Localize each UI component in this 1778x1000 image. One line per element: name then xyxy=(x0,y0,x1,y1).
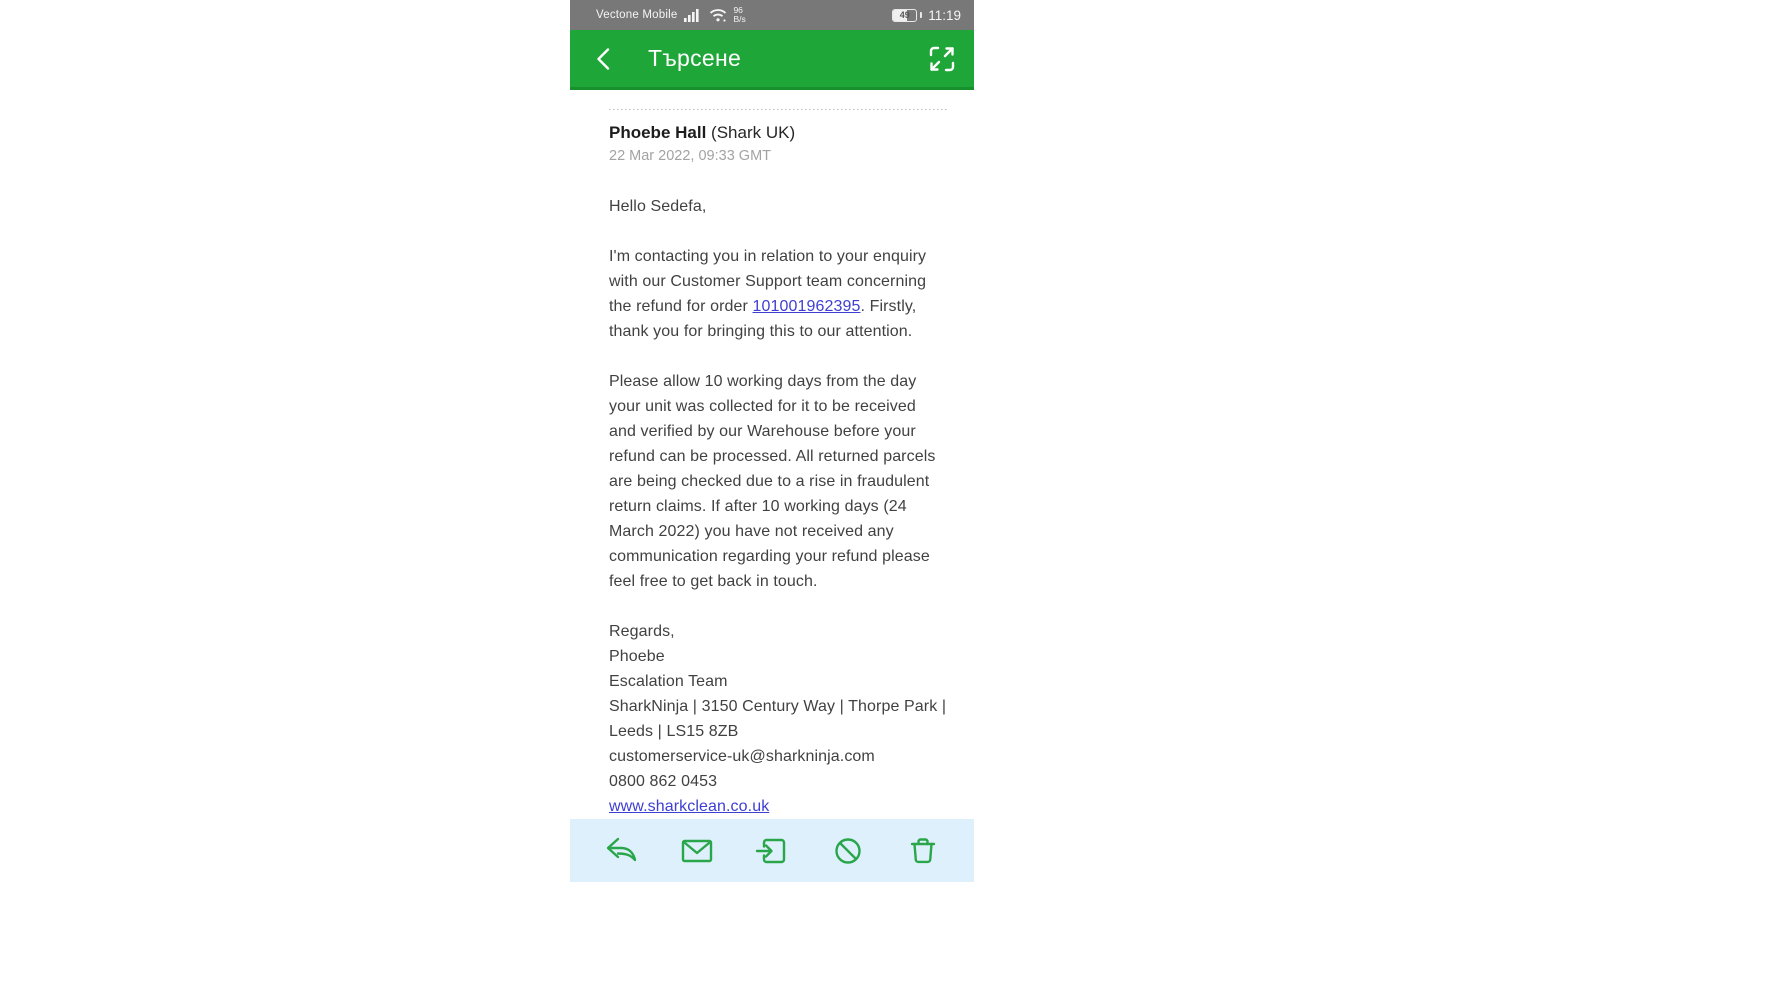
body-line: and verified by our Warehouse before your xyxy=(609,423,916,440)
body-line xyxy=(609,294,948,319)
move-to-folder-icon xyxy=(753,832,791,870)
body-line: your unit was collected for it to be received xyxy=(609,398,916,415)
signal-bars-icon xyxy=(684,8,702,22)
email-body xyxy=(609,194,948,819)
order-number-link[interactable]: 101001962395 xyxy=(752,298,861,315)
status-time: 11:19 xyxy=(928,7,961,23)
signature-line: Phoebe xyxy=(609,648,665,665)
email-date: 22 Mar 2022, 09:33 GMT xyxy=(609,148,771,164)
order-line-prefix: the refund for order xyxy=(609,298,753,315)
dotted-separator xyxy=(609,109,948,111)
bottom-toolbar xyxy=(570,819,974,882)
battery-percent: 49 xyxy=(899,10,910,20)
block-spam-button[interactable] xyxy=(829,832,867,870)
status-bar xyxy=(570,0,974,30)
signature-block xyxy=(609,619,948,819)
body-line: March 2022) you have not received any xyxy=(609,523,894,540)
expand-button[interactable] xyxy=(922,39,962,79)
body-line: refund can be processed. All returned parcels xyxy=(609,448,936,465)
block-spam-icon xyxy=(829,832,867,870)
body-line: communication regarding your refund please xyxy=(609,548,930,565)
sender-org: (Shark UK) xyxy=(706,123,796,142)
app-header xyxy=(570,30,974,90)
carrier-label: Vectone Mobile xyxy=(596,9,678,21)
battery-icon xyxy=(892,9,917,22)
signature-email-line: customerservice-uk@sharkninja.com xyxy=(609,748,875,765)
signature-line: SharkNinja | 3150 Century Way | Thorpe Park | xyxy=(609,698,947,715)
signature-line: Escalation Team xyxy=(609,673,728,690)
back-button[interactable] xyxy=(588,42,622,76)
page-title: Търсене xyxy=(648,45,742,71)
network-speed-value: 96 xyxy=(733,5,743,15)
paragraph-2 xyxy=(609,369,948,594)
envelope-icon xyxy=(678,832,716,870)
body-line: thank you for bringing this to our attention. xyxy=(609,323,913,340)
sender-name: Phoebe Hall xyxy=(609,123,707,142)
network-speed-unit: B/s xyxy=(733,14,746,24)
body-line: with our Customer Support team concerning xyxy=(609,273,927,290)
signature-phone-line: 0800 862 0453 xyxy=(609,773,718,790)
body-line: Please allow 10 working days from the day xyxy=(609,373,917,390)
reply-icon xyxy=(602,832,640,870)
order-line-suffix: . Firstly, xyxy=(860,298,917,315)
paragraph-1 xyxy=(609,244,948,344)
body-line: feel free to get back in touch. xyxy=(609,573,818,590)
sender-line xyxy=(609,123,948,143)
battery-nub xyxy=(920,12,922,18)
email-content xyxy=(570,90,974,819)
body-line: are being checked due to a rise in fraudulent xyxy=(609,473,930,490)
move-to-folder-button[interactable] xyxy=(753,832,791,870)
body-line: return claims. If after 10 working days (24 xyxy=(609,498,907,515)
delete-button[interactable] xyxy=(904,832,942,870)
body-line: I'm contacting you in relation to your enquiry xyxy=(609,248,927,265)
phone-screenshot xyxy=(570,0,974,882)
expand-fullscreen-icon xyxy=(924,41,960,77)
mark-unread-button[interactable] xyxy=(678,832,716,870)
wifi-icon xyxy=(709,8,728,23)
trash-icon xyxy=(904,832,942,870)
greeting-line: Hello Sedefa, xyxy=(609,198,707,215)
signature-line: Leeds | LS15 8ZB xyxy=(609,723,739,740)
network-speed-indicator xyxy=(733,6,745,24)
reply-button[interactable] xyxy=(602,832,640,870)
back-chevron-icon xyxy=(592,46,618,72)
website-link[interactable]: www.sharkclean.co.uk xyxy=(609,798,770,815)
signature-line: Regards, xyxy=(609,623,675,640)
